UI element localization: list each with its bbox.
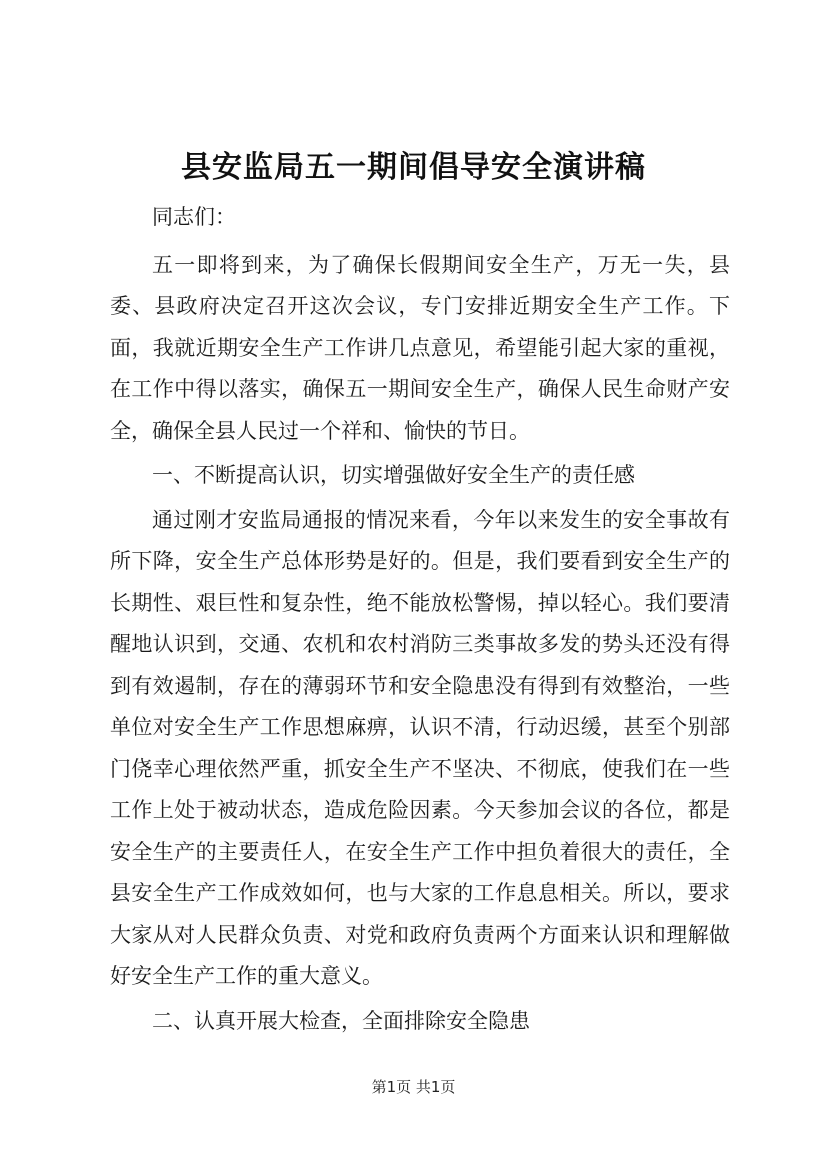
salutation: 同志们： [152,205,236,229]
section-heading-1: 一、不断提高认识，切实增强做好安全生产的责任感 [152,463,635,487]
paragraph-section-1: 通过刚才安监局通报的情况来看，今年以来发生的安全事故有所下降，安全生产总体形势是好的。但是，我们要看到安全生产的长期性、艰巨性和复杂性，绝不能放松警惕，掉以轻心。我们要清醒地认识到，交通、农机和农村消防三类事故多发的势头还没有得到有效遏制，存在的薄弱环节和安全隐患没有得到有效整治，一些单位对安全生产工作思想麻痹，认识不清，行动迟缓，甚至个别部门侥幸心理依然严重，抓安全生产不坚决、不彻底，使我们在一些工作上处于被动状态，造成危险因素。今天参加会议的各位，都是安全生产的主要责任人，在安全生产工作中担负着很大的责任，全县安全生产工作成效如何，也与大家的工作息息相关。所以，要求大家从对人民群众负责、对党和政府负责两个方面来认识和理解做好安全生产工作的重大意义。 [110,507,730,988]
page-number-footer: 第1页 共1页 [371,1078,456,1096]
document-title: 县安监局五一期间倡导安全演讲稿 [181,150,646,185]
section-heading-2: 二、认真开展大检查，全面排除安全隐患 [152,1008,530,1033]
document-body [110,197,730,1045]
paragraph-intro: 五一即将到来，为了确保长假期间安全生产，万无一失，县委、县政府决定召开这次会议，专门安排近期安全生产工作。下面，我就近期安全生产工作讲几点意见，希望能引起大家的重视，在工作中得以落实，确保五一期间安全生产，确保人民生命财产安全，确保全县人民过一个祥和、愉快的节日。 [110,252,730,443]
